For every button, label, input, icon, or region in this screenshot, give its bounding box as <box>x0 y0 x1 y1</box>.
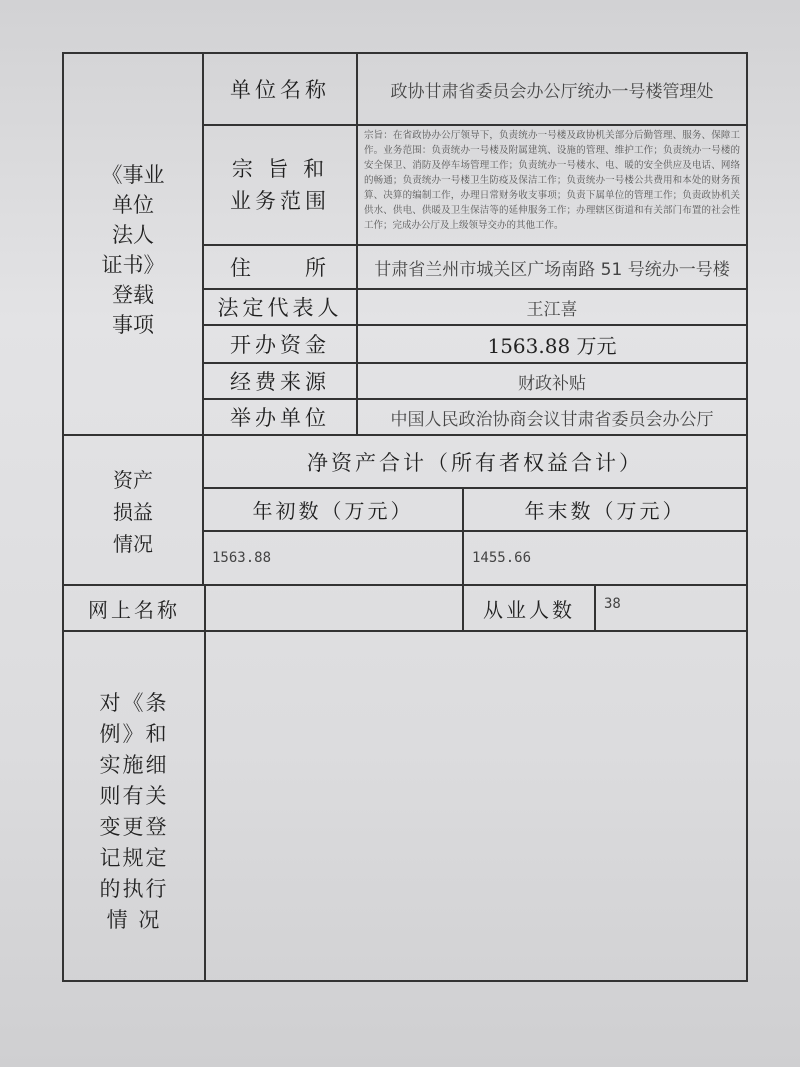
title-line: 《事业 <box>101 163 165 187</box>
title-line: 单位 <box>112 193 154 217</box>
unit-name-value: 政协甘肃省委员会办公厅统办一号楼管理处 <box>390 81 714 102</box>
title-line: 事项 <box>112 313 154 337</box>
end-year-header: 年末数（万元） <box>524 499 686 523</box>
staff-count-label: 从业人数 <box>483 597 575 622</box>
capital-value: 1563.88 万元 <box>487 333 617 358</box>
title-line: 实施细 <box>99 753 169 777</box>
registration-section-title <box>64 160 202 340</box>
row-divider-section-3 <box>62 630 748 632</box>
table-border-right <box>746 52 748 981</box>
title-line: 例》和 <box>99 722 169 746</box>
online-name-label: 网上名称 <box>88 597 180 622</box>
compliance-content <box>214 640 740 970</box>
title-line: 损益 <box>113 500 153 524</box>
col-divider-staff-right <box>594 584 596 630</box>
assets-section-title <box>64 464 202 560</box>
row-divider-assets-2 <box>202 530 748 532</box>
end-year-value: 1455.66 <box>472 550 532 566</box>
legal-rep-label: 法定代表人 <box>217 296 343 320</box>
funding-label: 经费来源 <box>230 370 330 394</box>
capital-label: 开办资金 <box>230 333 330 357</box>
title-line: 对《条 <box>99 691 169 715</box>
staff-count-value: 38 <box>604 596 621 612</box>
address-value: 甘肃省兰州市城关区广场南路 51 号统办一号楼 <box>374 259 730 280</box>
net-assets-header: 净资产合计（所有者权益合计） <box>307 450 643 475</box>
col-divider-lower <box>204 584 206 981</box>
title-line: 变更登 <box>99 815 169 839</box>
purpose-label <box>204 126 356 244</box>
title-line: 证书》 <box>101 253 165 277</box>
title-line: 情况 <box>113 532 153 556</box>
title-line: 资产 <box>113 468 153 492</box>
begin-year-header: 年初数（万元） <box>252 499 414 523</box>
title-line: 记规定 <box>99 846 169 870</box>
title-line: 登载 <box>112 283 154 307</box>
sponsor-value: 中国人民政治协商会议甘肃省委员会办公厅 <box>390 409 714 430</box>
begin-year-value: 1563.88 <box>212 550 272 566</box>
title-line: 法人 <box>112 223 154 247</box>
title-line: 情 况 <box>106 908 162 932</box>
legal-rep-value: 王江喜 <box>526 299 578 320</box>
purpose-label-line: 业务范围 <box>230 189 330 213</box>
sponsor-label: 举办单位 <box>230 406 330 430</box>
title-line: 则有关 <box>99 784 169 808</box>
compliance-section-title <box>64 688 204 936</box>
funding-value: 财政补贴 <box>518 373 586 394</box>
title-line: 的执行 <box>99 877 169 901</box>
table-border-bottom <box>62 980 748 982</box>
purpose-value: 宗旨：在省政协办公厅领导下，负责统办一号楼及政协机关部分后勤管理、服务、保障工作。业务范围：负责统办一号楼及附属建筑、设施的管理、维护工作；负责统办一号楼的安全保卫、消防及停车场管理工作；负责统办一号楼水、电、暖的安全供应及电话、网络的畅通；负责统办一号楼卫生防疫及保洁工作；负责统办一号楼公共费用和本处的财务预算、决算的编制工作，办理日常财务收支事项；负责下属单位的管理工作；负责政协机关供水、供电、供暖及卫生保洁等的延伸服务工作；办理辖区街道和有关部门布置的社会性工作；完成办公厅及上级领导交办的其他工作。 <box>364 130 740 231</box>
online-name-value <box>206 586 462 630</box>
address-label: 住 所 <box>230 256 330 280</box>
unit-name-label: 单位名称 <box>230 78 330 102</box>
purpose-label-line: 宗 旨 和 <box>231 157 329 181</box>
